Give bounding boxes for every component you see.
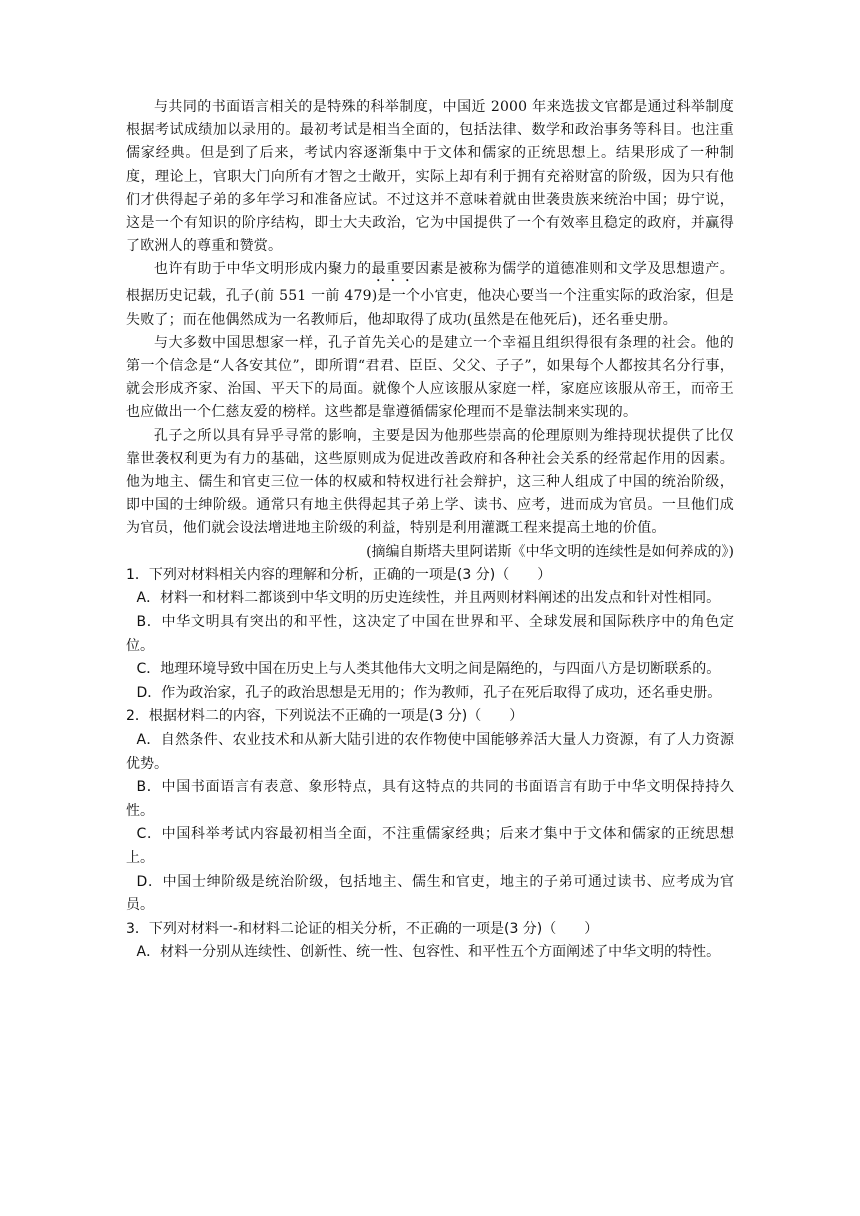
question-points: (3 分) xyxy=(456,566,496,583)
option-text: 地理环境导致中国在历史上与人类其他伟大文明之间是隔绝的，与四面八方是切断联系的。 xyxy=(160,661,721,678)
question-3 xyxy=(126,918,734,965)
option-letter: B． xyxy=(136,614,162,631)
question-text: 下列对材料一-和材料二论证的相关分析，不正确的一项是 xyxy=(148,920,504,937)
answer-blank: （ ） xyxy=(467,708,524,725)
option-letter: A． xyxy=(136,944,161,961)
answer-blank: （ ） xyxy=(542,920,599,937)
question-text: 根据材料二的内容，下列说法不正确的一项是 xyxy=(148,708,429,725)
passage-paragraph-2 xyxy=(126,258,734,331)
option-text: 作为政治家，孔子的政治思想是无用的；作为教师，孔子在死后取得了成功，还名垂史册。 xyxy=(161,684,722,701)
option-letter: A． xyxy=(136,732,161,749)
answer-blank: （ ） xyxy=(495,566,552,583)
paragraph-text: 孔子之所以具有异乎寻常的影响，主要是因为他那些崇高的伦理原则为维持现状提供了比仅靠世袭权利更为有力的基础，这些原则成为促进改善政府和各种社会关系的经常起作用的因素。他为地主、儒生和官吏三位一体的权威和特权进行社会辩护，这三种人组成了中国的统治阶级，即中国的士绅阶级。通常只有地主供得起其子弟上学、读书、应考，进而成为官员。一旦他们成为官员，他们就会设法增进地主阶级的利益，特别是利用灌溉工程来提高土地的价值。 xyxy=(126,427,734,537)
option-text: 中国科举考试内容最初相当全面，不注重儒家经典；后来才集中于文体和儒家的正统思想上。 xyxy=(126,826,735,866)
question-stem xyxy=(126,564,734,588)
question-stem xyxy=(126,918,734,942)
question-number: 1． xyxy=(126,566,149,583)
passage-source: (摘编自斯塔夫里阿诺斯《中华文明的连续性是如何养成的》) xyxy=(366,543,734,560)
question-points: (3 分) xyxy=(428,708,468,725)
option-text: 自然条件、农业技术和从新大陆引进的农作物使中国能够养活大量人力资源，有了人力资源优势。 xyxy=(126,732,735,772)
passage-paragraph-3 xyxy=(126,332,734,425)
option-c xyxy=(126,658,734,682)
option-letter: C． xyxy=(136,826,162,843)
option-b xyxy=(126,776,734,823)
option-text: 中华文明具有突出的和平性，这决定了中国在世界和平、全球发展和国际秩序中的角色定位。 xyxy=(126,614,734,654)
option-a xyxy=(126,941,734,965)
option-a xyxy=(126,587,734,611)
paragraph-text: 与共同的书面语言相关的是特殊的科举制度，中国近 2000 年来选拔文官都是通过科举制度根据考试成绩加以录用的。最初考试是相当全面的，包括法律、数学和政治事务等科目。也注重儒家经典。但是到了后来，考试内容逐渐集中于文体和儒家的正统思想上。结果形成了一种制度，理论上，官职大门向所有才智之士敞开，实际上却有利于拥有充裕财富的阶级，因为只有他们才供得起子弟的多年学习和准备应试。不过这并不意味着就由世袭贵族来统治中国；毋宁说，这是一个有知识的阶序结构，即士大夫政治，它为中国提供了一个有效率且稳定的政府，并赢得了欧洲人的尊重和赞赏。 xyxy=(126,99,734,255)
option-a xyxy=(126,729,734,776)
emphasized-phrase: 最重要 xyxy=(371,261,416,278)
question-number: 2． xyxy=(126,708,149,725)
question-text: 下列对材料相关内容的理解和分析，正确的一项是 xyxy=(148,566,457,583)
option-letter: B． xyxy=(136,779,162,796)
option-letter: C． xyxy=(136,661,161,678)
option-d xyxy=(126,682,734,706)
passage-paragraph-1 xyxy=(126,96,734,258)
paragraph-text: 也许有助于中华文明形成内聚力的 xyxy=(154,261,372,278)
question-1 xyxy=(126,564,734,706)
paragraph-text: 与大多数中国思想家一样，孔子首先关心的是建立一个幸福且组织得很有条理的社会。他的第一个信念是“人各安其位”，即所谓“君君、臣臣、父父、子子”，如果每个人都按其名分行事，就会形成齐家、治国、平天下的局面。就像个人应该服从家庭一样，家庭应该服从帝王，而帝王也应做出一个仁慈友爱的榜样。这些都是靠遵循儒家伦理而不是靠法制来实现的。 xyxy=(126,334,734,421)
option-text: 材料一和材料二都谈到中华文明的历史连续性，并且两则材料阐述的出发点和针对性相同。 xyxy=(160,590,721,607)
page-content xyxy=(126,96,734,965)
option-text: 中国书面语言有表意、象形特点，具有这特点的共同的书面语言有助于中华文明保持持久性。 xyxy=(126,779,734,819)
option-letter: D． xyxy=(136,873,163,890)
option-letter: D． xyxy=(136,684,162,701)
question-number: 3． xyxy=(126,920,149,937)
option-d xyxy=(126,871,734,918)
question-stem xyxy=(126,705,734,729)
option-b xyxy=(126,611,734,658)
paragraph-text: 因素是被称为儒学的道德准则和文学及思想遗产。根据历史记载，孔子(前 551 一前 479)是一个小官吏，他决心要当一个注重实际的政治家，但是失败了；而在他偶然成为一名教师后，他却取得了成功(虽然是在他死后)，还名垂史册。 xyxy=(126,261,734,328)
option-text: 中国士绅阶级是统治阶级，包括地主、儒生和官吏，地主的子弟可通过读书、应考成为官员。 xyxy=(126,873,735,914)
question-points: (3 分) xyxy=(503,920,543,937)
passage-paragraph-4 xyxy=(126,425,734,541)
option-letter: A． xyxy=(136,590,161,607)
question-2 xyxy=(126,705,734,917)
option-text: 材料一分别从连续性、创新性、统一性、包容性、和平性五个方面阐述了中华文明的特性。 xyxy=(160,944,721,961)
option-c xyxy=(126,823,734,870)
